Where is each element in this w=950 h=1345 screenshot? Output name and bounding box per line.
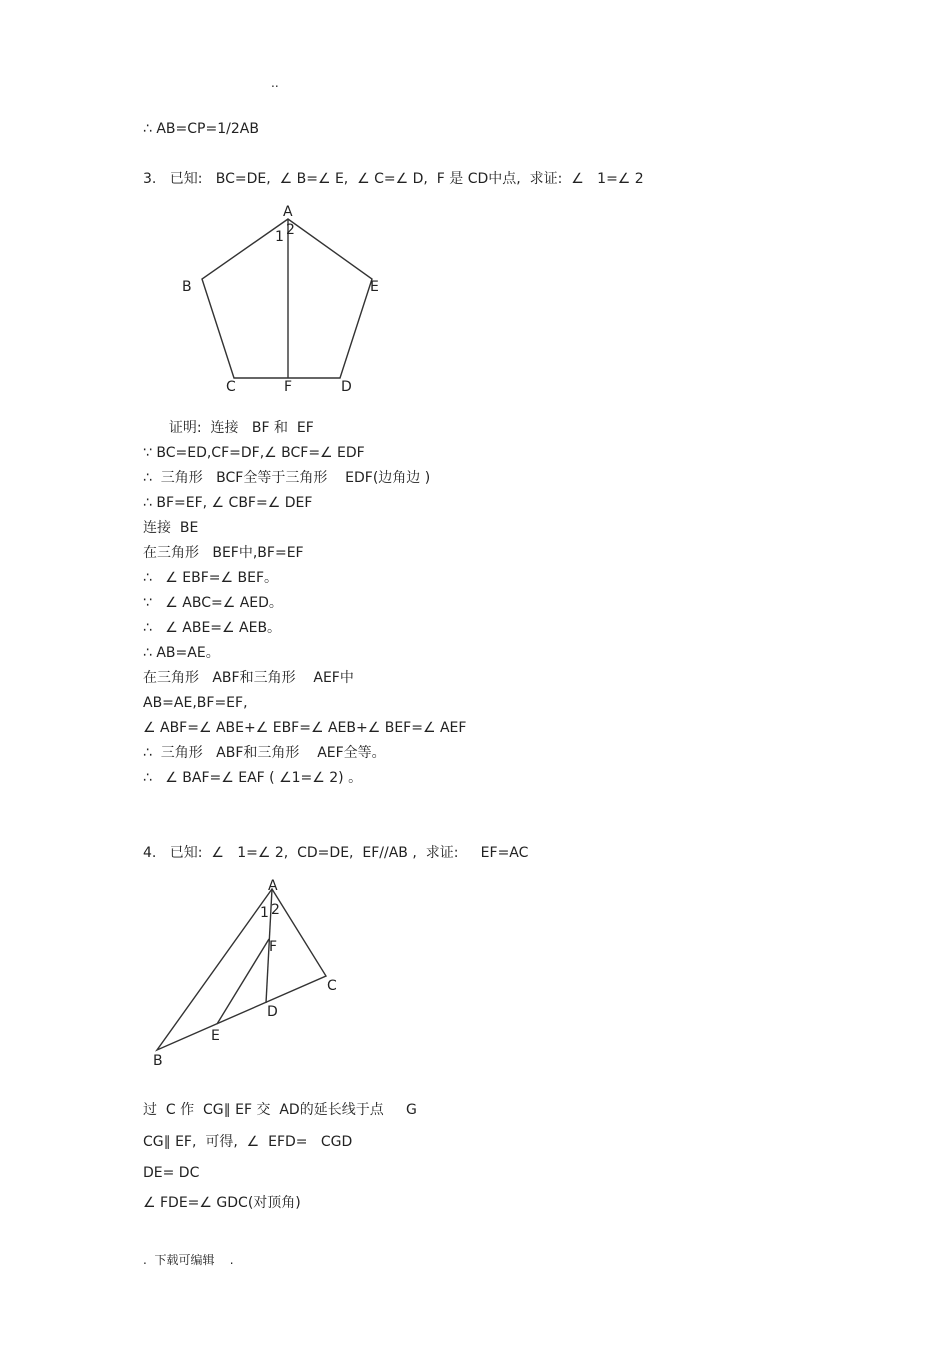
proof3-line-2: ∴ 三角形 BCF全等于三角形 EDF(边角边 ): [143, 470, 431, 486]
angle-1-label: 1: [260, 905, 269, 921]
proof3-line-14: ∴ ∠ BAF=∠ EAF ( ∠1=∠ 2) 。: [143, 770, 363, 786]
label-D: D: [341, 379, 352, 395]
angle-1-label: 1: [275, 229, 284, 245]
footer: . 下载可编辑 .: [143, 1253, 234, 1267]
prev-conclusion: ∴ AB=CP=1/2AB: [143, 121, 259, 137]
proof3-line-9: ∴ AB=AE。: [143, 645, 220, 661]
proof3-line-10: 在三角形 ABF和三角形 AEF中: [143, 670, 354, 686]
proof4-line-3: ∠ FDE=∠ GDC(对顶角): [143, 1195, 301, 1211]
problem4-statement: 4. 已知: ∠ 1=∠ 2, CD=DE, EF//AB , 求证: EF=AC: [143, 845, 529, 861]
proof3-line-3: ∴ BF=EF, ∠ CBF=∠ DEF: [143, 495, 313, 511]
label-F: F: [269, 939, 278, 955]
proof3-line-7: ∵ ∠ ABC=∠ AED。: [143, 595, 283, 611]
proof3-line-12: ∠ ABF=∠ ABE+∠ EBF=∠ AEB+∠ BEF=∠ AEF: [143, 720, 467, 736]
label-E: E: [370, 279, 379, 295]
proof3-line-1: ∵ BC=ED,CF=DF,∠ BCF=∠ EDF: [143, 445, 365, 461]
proof3-line-11: AB=AE,BF=EF,: [143, 695, 248, 711]
label-B: B: [153, 1053, 163, 1069]
proof4-line-0: 过 C 作 CG∥ EF 交 AD的延长线于点 G: [143, 1102, 417, 1118]
proof3-line-5: 在三角形 BEF中,BF=EF: [143, 545, 304, 561]
segment-AD: [266, 889, 272, 1003]
label-C: C: [327, 978, 337, 994]
pentagon-ABCDE: [202, 219, 372, 378]
proof3-line-4: 连接 BE: [143, 520, 199, 536]
label-C: C: [226, 379, 236, 395]
label-A: A: [283, 204, 293, 220]
label-B: B: [182, 279, 192, 295]
header-mark: ..: [271, 76, 279, 90]
angle-2-label: 2: [286, 222, 295, 238]
triangle-ABC: [157, 889, 326, 1050]
proof3-line-6: ∴ ∠ EBF=∠ BEF。: [143, 570, 278, 586]
label-D: D: [267, 1004, 278, 1020]
segment-EF: [217, 939, 269, 1024]
proof3-line-0: 证明: 连接 BF 和 EF: [160, 420, 314, 436]
label-A: A: [268, 878, 278, 894]
proof3-line-13: ∴ 三角形 ABF和三角形 AEF全等。: [143, 745, 386, 761]
proof4-line-1: CG∥ EF, 可得, ∠ EFD= CGD: [143, 1134, 353, 1150]
angle-2-label: 2: [271, 902, 280, 918]
proof3-line-8: ∴ ∠ ABE=∠ AEB。: [143, 620, 282, 636]
proof4-line-2: DE= DC: [143, 1165, 200, 1181]
problem3-statement: 3. 已知: BC=DE, ∠ B=∠ E, ∠ C=∠ D, F 是 CD中点, 求证: ∠ 1=∠ 2: [143, 171, 644, 187]
label-E: E: [211, 1028, 220, 1044]
label-F: F: [284, 379, 293, 395]
